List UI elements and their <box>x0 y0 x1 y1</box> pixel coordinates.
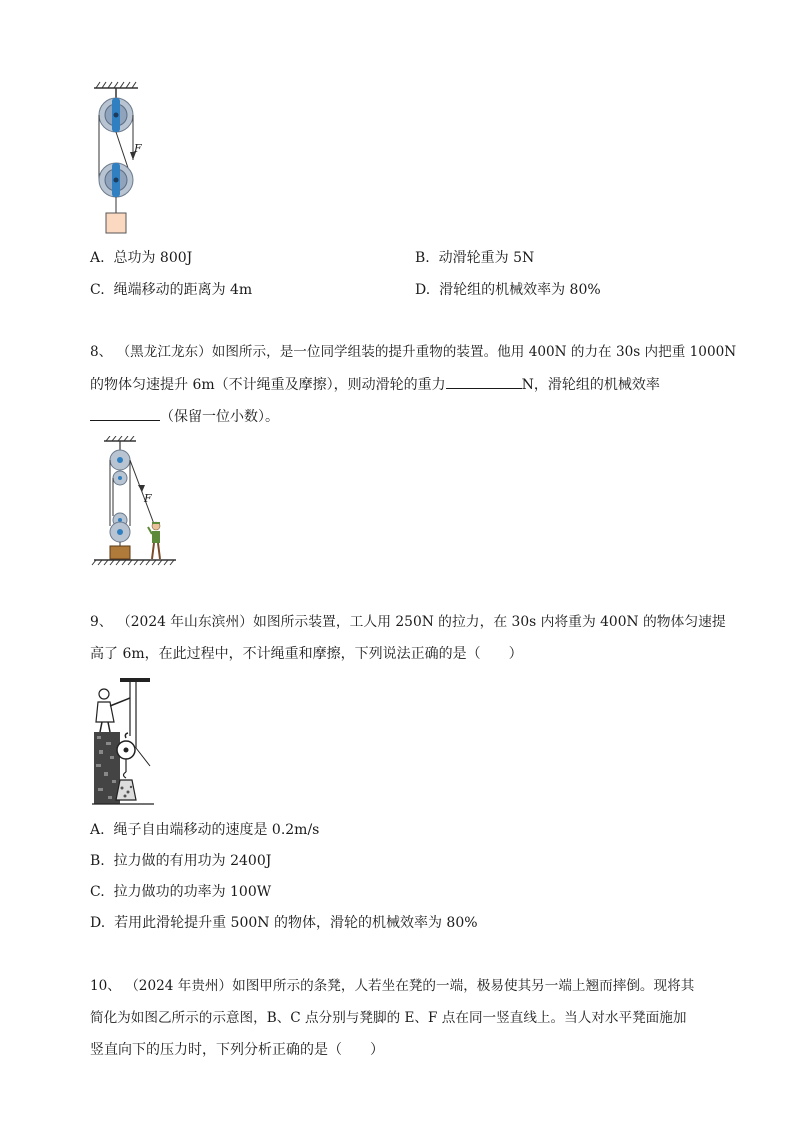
q7-pulley-figure <box>86 80 156 240</box>
q10-line-2: 简化为如图乙所示的示意图，B、C 点分别与凳脚的 E、F 点在同一竖直线上。当人对水平凳面施加 <box>90 1010 687 1026</box>
q9-option-b[interactable]: B. 拉力做的有用功为 2400J <box>90 853 272 869</box>
q7-option-a[interactable]: A. 总功为 800J <box>90 250 193 266</box>
q7-option-d[interactable]: D. 滑轮组的机械效率为 80% <box>415 282 601 298</box>
q10-line-3: 竖直向下的压力时，下列分析正确的是（ ） <box>90 1042 384 1058</box>
q7-force-label: F <box>134 142 142 155</box>
q9-option-c[interactable]: C. 拉力做功的功率为 100W <box>90 884 272 900</box>
q9-option-d[interactable]: D. 若用此滑轮提升重 500N 的物体，滑轮的机械效率为 80% <box>90 915 478 931</box>
q8-line-2: 的物体匀速提升 6m（不计绳重及摩擦），则动滑轮的重力 N，滑轮组的机械效率 <box>90 374 660 395</box>
q9-line-1: 9、 （2024 年山东滨州）如图所示装置，工人用 250N 的拉力，在 30s 内将重为 400N 的物体匀速提 <box>90 614 726 630</box>
q8-blank-efficiency[interactable] <box>90 406 160 421</box>
q8-force-label: F <box>144 492 152 505</box>
q8-pulley-figure <box>90 436 180 566</box>
q9-line-2: 高了 6m，在此过程中，不计绳重和摩擦，下列说法正确的是（ ） <box>90 646 523 662</box>
q7-option-b[interactable]: B. 动滑轮重为 5N <box>415 250 535 266</box>
q8-blank-pulley-weight[interactable] <box>446 374 522 389</box>
q8-line-3: （保留一位小数）。 <box>90 406 279 427</box>
q10-line-1: 10、 （2024 年贵州）如图甲所示的条凳，人若坐在凳的一端，极易使其另一端上翘而摔倒。现将其 <box>90 978 695 994</box>
q7-option-c[interactable]: C. 绳端移动的距离为 4m <box>90 282 253 298</box>
q9-worker-pulley-figure <box>90 676 156 808</box>
q9-option-a[interactable]: A. 绳子自由端移动的速度是 0.2m/s <box>90 822 320 838</box>
q8-line-1: 8、 （黑龙江龙东）如图所示，是一位同学组装的提升重物的装置。他用 400N 的力在 30s 内把重 1000N <box>90 344 737 360</box>
